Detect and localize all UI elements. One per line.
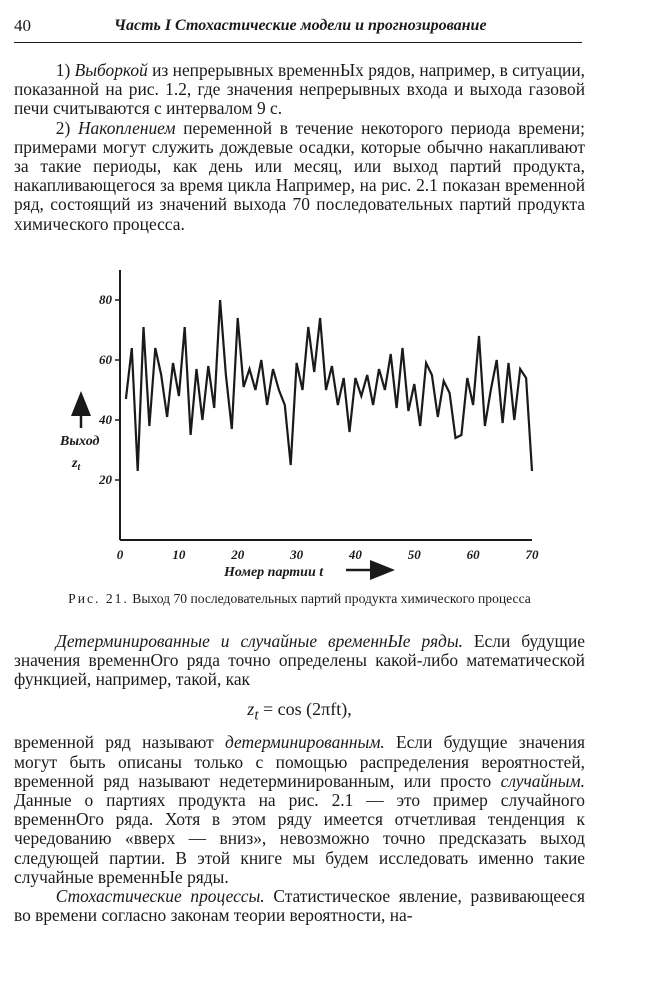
term-deterministic: детерминированным. xyxy=(225,732,385,753)
batch-yield-chart xyxy=(60,270,560,585)
x-tick-label-0: 0 xyxy=(116,547,124,562)
term-deterministic-random: Детерминированные и случайные временнЫе ряды. xyxy=(55,631,463,651)
x-tick-label-20: 20 xyxy=(231,547,245,562)
x-tick-label-50: 50 xyxy=(407,547,421,562)
x-axis-label: Номер партии t xyxy=(224,565,324,580)
formula-sub: t xyxy=(254,707,259,724)
paragraph-random-c: Данные о партиях продукта на рис. 2.1 — это пример случайного временнОго ряда. Хотя в этом ряду имеется отчетливая тенденция к чередованию «вверх — вниз», невозможно точно предсказать выход следующей партии. В этой книге мы будем исследовать именно такие случайные временнЫе ряды. xyxy=(14,790,585,887)
term-stochastic: Стохастические процессы. xyxy=(55,886,265,907)
series-line-yield xyxy=(126,300,532,471)
paragraph-random xyxy=(14,733,585,887)
formula-rhs: = cos (2πft), xyxy=(258,698,352,719)
paragraph-random-a: временной ряд называют xyxy=(14,732,226,753)
y-tick-label-20: 20 xyxy=(99,472,112,487)
item-number-2: 2) xyxy=(55,117,78,138)
paragraph-stochastic-text: Статистическое явление, развивающееся во времени согласно законам теории вероятности, на- xyxy=(14,886,585,926)
x-tick-label-40: 40 xyxy=(348,547,362,562)
paragraph-deterministic-text: Если будущие значения временнОго ряда точно определены какой-либо математической функцией, например, такой, как xyxy=(14,631,585,690)
running-title: Часть I Стохастические модели и прогнозирование xyxy=(114,17,487,34)
paragraph-sampling xyxy=(14,61,585,119)
item-number-1: 1) xyxy=(55,60,75,80)
x-tick-label-70: 70 xyxy=(525,547,539,562)
paragraph-deterministic xyxy=(14,632,585,690)
top-text-block xyxy=(14,61,585,234)
y-axis-symbol-z: z xyxy=(72,456,78,471)
term-accumulation: Накоплением xyxy=(77,117,176,138)
x-tick-label-60: 60 xyxy=(466,547,480,562)
formula-lhs: z xyxy=(247,698,255,719)
term-sampling: Выборкой xyxy=(74,60,148,80)
paragraph-stochastic xyxy=(14,887,585,925)
formula xyxy=(14,700,585,726)
page-header xyxy=(14,16,582,43)
y-axis-label: Выход xyxy=(60,434,100,449)
caption-label: Рис. 21. xyxy=(68,591,129,606)
paragraph-random-b: Если будущие значения могут быть описаны только с помощью распределения вероятностей, временной ряд называют недетерминированным, или просто xyxy=(14,732,585,791)
x-tick-label-10: 10 xyxy=(172,547,186,562)
paragraph-accumulation xyxy=(14,119,585,234)
y-tick-label-40: 40 xyxy=(99,412,112,427)
page-number: 40 xyxy=(14,16,31,35)
x-tick-label-30: 30 xyxy=(290,547,304,562)
y-axis-symbol-sub: t xyxy=(77,462,81,473)
caption-text: Выход 70 последовательных партий продукта химического процесса xyxy=(132,591,531,606)
paragraph-sampling-text: из непрерывных временнЫх рядов, например, в ситуации, показанной на рис. 1.2, где значения непрерывных входа и выхода газовой печи считываются с интервалом 9 с. xyxy=(14,60,585,119)
figure-caption xyxy=(14,590,585,607)
bottom-text-block xyxy=(14,632,585,925)
term-random: случайным. xyxy=(500,770,585,791)
y-axis-symbol xyxy=(71,456,81,473)
y-tick-label-80: 80 xyxy=(99,292,112,307)
figure-2-1 xyxy=(60,270,560,590)
paragraph-accumulation-text: переменной в течение некоторого периода времени; примерами могут служить дождевые осадки, которые обычно накапливают за такие периоды, как день или месяц, или выход партий продукта, накапливающегося за время цикла Например, на рис. 2.1 показан временной ряд, состоящий из значений выхода 70 последовательных партий продукта химического процесса. xyxy=(14,117,586,234)
y-tick-label-60: 60 xyxy=(99,352,112,367)
